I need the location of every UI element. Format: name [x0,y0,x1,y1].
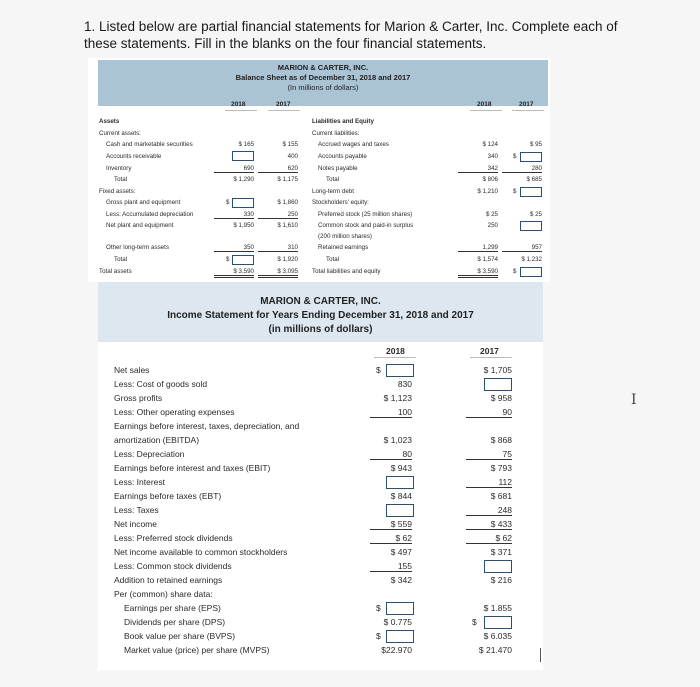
bs-right-year-2018: 2018 [477,101,492,108]
bs-left-label: Less: Accumulated depreciation [106,211,194,218]
is-eps-2018-input[interactable] [386,602,414,615]
is-value: $ 1.855 [483,603,512,613]
is-underline [374,357,416,358]
bs-left-year-2017: 2017 [276,101,291,108]
bs-left-year-2018: 2018 [231,101,246,108]
is-units: (in millions of dollars) [268,324,373,335]
bs-value: $ 25 [485,211,498,218]
bs-value: $ 165 [238,141,254,148]
bs-common-stock-2017-input[interactable] [520,221,542,231]
bs-value: 250 [258,211,298,219]
bs-right-label: Preferred stock (25 million shares) [318,211,413,218]
caret-line [540,648,541,662]
bs-value: $ 1,290 [233,176,254,183]
is-label: Gross profits [114,393,163,403]
is-value: $ 497 [390,547,412,557]
bs-value: 250 [487,222,498,229]
is-title: Income Statement for Years Ending December 31, 2018 and 2017 [167,310,474,321]
bs-value: $ 1,232 [521,256,542,263]
bs-value: 620 [258,165,298,173]
is-underline [470,357,512,358]
bs-left-label: Total assets [99,268,132,275]
bs-value: $ 1,610 [277,222,298,229]
is-value: $ [472,617,477,627]
bs-right-year-2017: 2017 [519,101,534,108]
bs-value: 342 [458,165,498,173]
is-value: 100 [370,407,412,418]
is-common-div-2017-input[interactable] [484,560,512,573]
is-value: 155 [370,561,412,572]
is-label: Net income [114,519,157,529]
is-value: $ 433 [466,519,512,530]
bs-left-label: Other long-term assets [106,244,169,251]
is-label: amortization (EBITDA) [114,435,200,445]
bs-value: $ 1,574 [477,256,498,263]
bs-value: $ [513,188,517,195]
bs-value: 280 [502,165,542,173]
bs-right-label: Long-term debt [312,188,354,195]
bs-value: $ 1,210 [477,188,498,195]
bs-value: 400 [287,153,298,160]
question-body: Listed below are partial financial statements for Marion & Carter, Inc. Complete each of these statements. Fill in the blanks on the four financial statements. [84,19,618,51]
bs-title: Balance Sheet as of December 31, 2018 and 2017 [235,73,411,82]
bs-value: $ 1,950 [233,222,254,229]
is-value: 80 [370,449,412,460]
bs-right-label: Accrued wages and taxes [318,141,389,148]
is-cogs-2017-input[interactable] [484,378,512,391]
text-cursor-icon: I [631,392,637,408]
is-label: Dividends per share (DPS) [124,617,226,627]
bs-value: $ 1,920 [277,256,298,263]
is-value: 830 [397,379,412,389]
bs-right-label: Current liabilities: [312,130,360,137]
is-value: $ 1,123 [383,393,412,403]
bs-left-label: Total [114,256,128,263]
is-value: $ 1,023 [383,435,412,445]
is-company: MARION & CARTER, INC. [260,296,381,307]
question-text [84,18,624,52]
is-value: 75 [466,449,512,460]
is-label: Less: Cost of goods sold [114,379,208,389]
bs-value: $ 1,860 [277,199,298,206]
bs-value: $ 124 [482,141,498,148]
bs-underline [512,110,544,111]
is-value: $ 21.470 [478,645,512,655]
is-value: $ 868 [490,435,512,445]
is-value: $ 62 [466,533,512,544]
is-value: 248 [466,505,512,516]
question-number: 1. [84,19,96,34]
bs-gross-plant-2018-input[interactable] [232,198,254,208]
bs-value: 350 [214,244,254,252]
bs-value: $ 95 [529,141,542,148]
is-value: 90 [466,407,512,418]
is-value: $ [376,603,381,613]
bs-right-label: Accounts payable [318,153,367,160]
is-dps-2017-input[interactable] [484,616,512,629]
is-value: $ 844 [390,491,412,501]
is-value: $ 1,705 [483,365,512,375]
bs-value: 957 [502,244,542,252]
bs-left-label: Cash and marketable securities [106,141,193,148]
bs-value: 330 [214,211,254,219]
bs-value: $ [226,199,230,206]
is-value: $ 681 [490,491,512,501]
is-value: $ 943 [390,463,412,473]
bs-value: $ 3,590 [458,268,498,278]
bs-right-label: Common stock and paid-in surplus [318,222,414,229]
bs-value: $ [513,153,517,160]
is-label: Net sales [114,365,150,375]
bs-value: $ [513,268,517,275]
is-bvps-2018-input[interactable] [386,630,414,643]
bs-underline [225,110,257,111]
is-year-2018: 2018 [386,346,405,356]
bs-units: (In millions of dollars) [287,83,359,92]
bs-left-label: Fixed assets: [99,188,136,195]
is-label: Less: Preferred stock dividends [114,533,233,543]
bs-right-label: Stockholders' equity: [312,199,369,206]
bs-value: 1,299 [458,244,498,252]
bs-left-label: Gross plant and equipment [106,199,181,206]
bs-right-label: Total [326,176,340,183]
is-label: Less: Interest [114,477,166,487]
is-net-sales-2018-input[interactable] [386,364,414,377]
is-label: Earnings before taxes (EBT) [114,491,222,501]
is-taxes-2018-input[interactable] [386,504,414,517]
bs-value: $ 806 [482,176,498,183]
is-interest-2018-input[interactable] [386,476,414,489]
bs-right-label: Total liabilities and equity [312,268,381,275]
is-label: Less: Other operating expenses [114,407,235,417]
is-value: $ 958 [490,393,512,403]
bs-value: 310 [258,244,298,252]
is-value: 112 [466,477,512,488]
bs-right-label: (200 million shares) [318,233,372,240]
bs-value: 690 [214,165,254,173]
is-value: $ 559 [370,519,412,530]
bs-left-label: Inventory [106,165,132,172]
bs-total-liab-equity-2017-input[interactable] [520,267,542,277]
is-value: $ 793 [490,463,512,473]
is-label: Less: Depreciation [114,449,185,459]
is-label: Book value per share (BVPS) [124,631,236,641]
bs-underline [470,110,502,111]
bs-company: MARION & CARTER, INC. [277,63,369,72]
is-label: Market value (price) per share (MVPS) [124,645,270,655]
bs-value: $ 3,590 [214,268,254,278]
bs-right-label: Total [326,256,340,263]
is-label: Earnings before interest and taxes (EBIT) [114,463,271,473]
bs-underline [268,110,300,111]
bs-value: $ 155 [282,141,298,148]
is-label: Addition to retained earnings [114,575,223,585]
is-label: Net income available to common stockholders [114,547,288,557]
bs-accounts-receivable-2018-input[interactable] [232,151,254,161]
is-value: $ 0.775 [383,617,412,627]
is-value: $ 62 [370,533,412,544]
is-value: $ 371 [490,547,512,557]
bs-left-label: Current assets: [99,130,141,137]
is-value: $22.970 [381,645,412,655]
is-label: Per (common) share data: [114,589,213,599]
assets-heading: Assets [99,118,120,125]
is-value: $ 6.035 [483,631,512,641]
bs-value: $ 685 [526,176,542,183]
is-label: Less: Common stock dividends [114,561,232,571]
is-value: $ 216 [490,575,512,585]
bs-total-fixed-2018-input[interactable] [232,255,254,265]
is-value: $ [376,631,381,641]
bs-long-term-debt-2017-input[interactable] [520,187,542,197]
is-label: Earnings per share (EPS) [124,603,221,613]
bs-value: $ 3,095 [258,268,298,278]
bs-left-label: Net plant and equipment [106,222,174,229]
income-statement-header [98,282,543,342]
bs-value: 340 [487,153,498,160]
is-label: Earnings before interest, taxes, depreciation, and [114,421,300,431]
bs-accounts-payable-2017-input[interactable] [520,152,542,162]
bs-value: $ 1,175 [277,176,298,183]
bs-value: $ 25 [529,211,542,218]
is-value: $ 342 [390,575,412,585]
bs-right-label: Notes payable [318,165,358,172]
is-value: $ [376,365,381,375]
is-label: Less: Taxes [114,505,159,515]
bs-left-label: Total [114,176,128,183]
bs-right-label: Retained earnings [318,244,369,251]
bs-value: $ [226,256,230,263]
balance-sheet-header [98,60,548,106]
is-year-2017: 2017 [480,346,499,356]
liabilities-heading: Liabilities and Equity [312,118,374,125]
bs-left-label: Accounts receivable [106,153,162,160]
